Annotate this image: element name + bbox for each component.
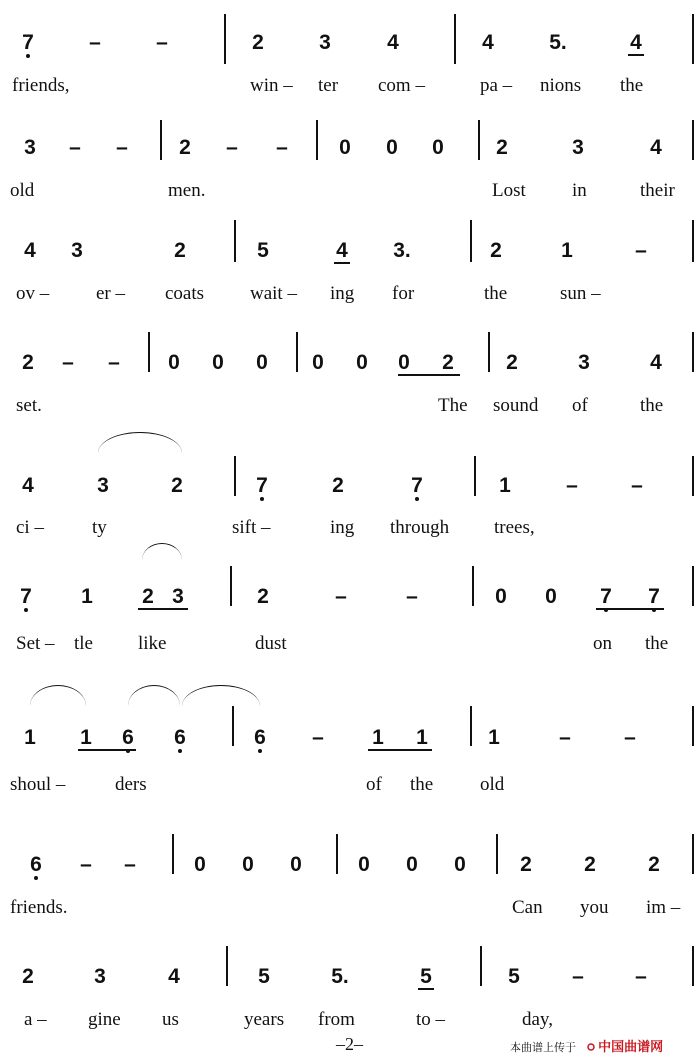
eighth-note-underline <box>368 749 432 751</box>
note: 0 <box>406 853 418 876</box>
barline <box>692 706 694 746</box>
lyric-word: Can <box>512 897 543 918</box>
lyric-word: the <box>640 395 664 416</box>
lyric-word: friends. <box>10 897 68 918</box>
lyric-word: The <box>438 395 468 416</box>
lyric-word: the <box>620 75 644 96</box>
dash-note: – <box>624 726 636 749</box>
barline <box>692 946 694 986</box>
dash-note: – <box>108 351 120 374</box>
lyric-word: ing <box>330 283 355 304</box>
lyric-word: in <box>572 180 587 201</box>
slur <box>182 685 260 706</box>
eighth-note-underline <box>334 262 350 264</box>
note: 4 <box>630 31 642 54</box>
barline <box>224 14 226 64</box>
eighth-note-underline <box>418 988 434 990</box>
low-octave-dot <box>260 497 264 501</box>
lyric-word: Set – <box>16 633 55 654</box>
note: 0 <box>312 351 324 374</box>
note: 4 <box>650 136 662 159</box>
lyric-word: coats <box>165 283 205 304</box>
note: 2 <box>506 351 518 374</box>
lyric-word: ing <box>330 517 355 538</box>
note: 3 <box>572 136 584 159</box>
dash-note: – <box>276 136 288 159</box>
barline <box>480 946 482 986</box>
barline <box>230 566 232 606</box>
barline <box>160 120 162 160</box>
lyric-word: years <box>244 1009 285 1030</box>
lyric-word: gine <box>88 1009 121 1030</box>
dash-note: – <box>89 31 101 54</box>
site-brand: 中国曲谱网 <box>598 1039 664 1054</box>
dash-note: – <box>559 726 571 749</box>
note: 0 <box>545 585 557 608</box>
barline <box>692 566 694 606</box>
lyric-word: men. <box>168 180 206 201</box>
page-number: –2– <box>336 1034 363 1054</box>
dash-note: – <box>124 853 136 876</box>
note: 7 <box>20 585 32 608</box>
note: 7 <box>411 474 423 497</box>
lyric-word: day, <box>522 1009 553 1030</box>
barline <box>226 946 228 986</box>
slur <box>98 432 182 453</box>
lyric-word: for <box>392 283 415 304</box>
lyric-word: win – <box>250 75 293 96</box>
low-octave-dot <box>258 749 262 753</box>
note: 3 <box>97 474 109 497</box>
dash-note: – <box>312 726 324 749</box>
note: 2 <box>584 853 596 876</box>
barline <box>472 566 474 606</box>
note: 2 <box>648 853 660 876</box>
low-octave-dot <box>24 608 28 612</box>
slur <box>128 685 180 706</box>
barline <box>234 456 236 496</box>
dash-note: – <box>116 136 128 159</box>
note: 4 <box>22 474 34 497</box>
barline <box>692 14 694 64</box>
note: 4 <box>482 31 494 54</box>
lyric-word: com – <box>378 75 425 96</box>
slur <box>142 543 182 560</box>
note: 1 <box>80 726 92 749</box>
lyric-word: of <box>366 774 382 795</box>
dash-note: – <box>406 585 418 608</box>
dash-note: – <box>566 474 578 497</box>
note: 1 <box>24 726 36 749</box>
note: 6 <box>122 726 134 749</box>
eighth-note-underline <box>78 749 136 751</box>
lyric-word: their <box>640 180 675 201</box>
note: 5 <box>508 965 520 988</box>
lyric-word: the <box>484 283 508 304</box>
lyric-word: ders <box>115 774 147 795</box>
dash-note: – <box>635 965 647 988</box>
lyric-word: set. <box>16 395 42 416</box>
note: 3 <box>94 965 106 988</box>
lyric-word: from <box>318 1009 355 1030</box>
barline <box>454 14 456 64</box>
barline <box>172 834 174 874</box>
barline <box>232 706 234 746</box>
note: 6 <box>254 726 266 749</box>
note: 2 <box>179 136 191 159</box>
upload-credit <box>510 1036 663 1056</box>
note: 0 <box>432 136 444 159</box>
lyric-word: sift – <box>232 517 271 538</box>
note: 5. <box>549 31 567 54</box>
slur <box>30 685 86 706</box>
barline <box>488 332 490 372</box>
note: 2 <box>22 965 34 988</box>
note: 2 <box>171 474 183 497</box>
note: 5 <box>420 965 432 988</box>
lyric-word: us <box>162 1009 179 1030</box>
note: 0 <box>356 351 368 374</box>
note: 0 <box>256 351 268 374</box>
lyric-word: wait – <box>250 283 297 304</box>
lyric-word: er – <box>96 283 126 304</box>
note: 4 <box>387 31 399 54</box>
note: 3 <box>319 31 331 54</box>
barline <box>234 220 236 262</box>
barline <box>336 834 338 874</box>
site-logo-icon <box>579 1041 595 1056</box>
low-octave-dot <box>34 876 38 880</box>
note: 5 <box>257 239 269 262</box>
low-octave-dot <box>178 749 182 753</box>
dash-note: – <box>635 239 647 262</box>
note: 1 <box>416 726 428 749</box>
note: 2 <box>142 585 154 608</box>
lyric-word: dust <box>255 633 287 654</box>
lyric-word: the <box>410 774 434 795</box>
lyric-word: nions <box>540 75 582 96</box>
barline <box>692 332 694 372</box>
lyric-word: pa – <box>480 75 513 96</box>
barline <box>470 706 472 746</box>
note: 1 <box>372 726 384 749</box>
barline <box>474 456 476 496</box>
note: 0 <box>454 853 466 876</box>
note: 2 <box>490 239 502 262</box>
lyric-word: sun – <box>560 283 601 304</box>
note: 0 <box>495 585 507 608</box>
barline <box>470 220 472 262</box>
note: 5 <box>258 965 270 988</box>
note: 0 <box>194 853 206 876</box>
eighth-note-underline <box>398 374 460 376</box>
dash-note: – <box>80 853 92 876</box>
lyric-word: ci – <box>16 517 44 538</box>
lyric-word: trees, <box>494 517 535 538</box>
low-octave-dot <box>26 54 30 58</box>
note: 0 <box>168 351 180 374</box>
barline <box>496 834 498 874</box>
barline <box>148 332 150 372</box>
note: 4 <box>650 351 662 374</box>
lyric-word: a – <box>24 1009 47 1030</box>
note: 3 <box>172 585 184 608</box>
note: 0 <box>212 351 224 374</box>
note: 0 <box>242 853 254 876</box>
lyric-word: Lost <box>492 180 526 201</box>
barline <box>692 456 694 496</box>
note: 2 <box>442 351 454 374</box>
note: 7 <box>22 31 34 54</box>
eighth-note-underline <box>596 608 664 610</box>
lyric-word: on <box>593 633 612 654</box>
lyric-word: old <box>10 180 35 201</box>
note: 5. <box>331 965 349 988</box>
barline <box>692 834 694 874</box>
note: 6 <box>30 853 42 876</box>
eighth-note-underline <box>138 608 188 610</box>
note: 3 <box>578 351 590 374</box>
note: 2 <box>496 136 508 159</box>
note: 3. <box>393 239 411 262</box>
note: 0 <box>290 853 302 876</box>
barline <box>296 332 298 372</box>
eighth-note-underline <box>628 54 644 56</box>
low-octave-dot <box>415 497 419 501</box>
note: 7 <box>648 585 660 608</box>
note: 1 <box>488 726 500 749</box>
lyric-word: through <box>390 517 450 538</box>
note: 3 <box>71 239 83 262</box>
dash-note: – <box>631 474 643 497</box>
lyric-word: old <box>480 774 505 795</box>
note: 6 <box>174 726 186 749</box>
note: 4 <box>336 239 348 262</box>
lyric-word: ty <box>92 517 107 538</box>
dash-note: – <box>572 965 584 988</box>
barline <box>692 120 694 160</box>
lyric-word: friends, <box>12 75 70 96</box>
lyric-word: ter <box>318 75 339 96</box>
dash-note: – <box>69 136 81 159</box>
dash-note: – <box>335 585 347 608</box>
note: 2 <box>22 351 34 374</box>
note: 2 <box>520 853 532 876</box>
note: 2 <box>257 585 269 608</box>
note: 7 <box>256 474 268 497</box>
note: 0 <box>358 853 370 876</box>
lyric-word: you <box>580 897 609 918</box>
note: 3 <box>24 136 36 159</box>
lyric-word: the <box>645 633 669 654</box>
lyric-word: of <box>572 395 588 416</box>
dash-note: – <box>156 31 168 54</box>
lyric-word: shoul – <box>10 774 66 795</box>
dash-note: – <box>226 136 238 159</box>
dash-note: – <box>62 351 74 374</box>
barline <box>316 120 318 160</box>
note: 1 <box>561 239 573 262</box>
lyric-word: tle <box>74 633 93 654</box>
note: 4 <box>168 965 180 988</box>
lyric-word: to – <box>416 1009 446 1030</box>
note: 0 <box>386 136 398 159</box>
note: 0 <box>339 136 351 159</box>
lyric-word: im – <box>646 897 681 918</box>
note: 1 <box>81 585 93 608</box>
barline <box>478 120 480 160</box>
note: 0 <box>398 351 410 374</box>
note: 2 <box>174 239 186 262</box>
lyric-word: like <box>138 633 167 654</box>
note: 2 <box>252 31 264 54</box>
note: 2 <box>332 474 344 497</box>
note: 4 <box>24 239 36 262</box>
barline <box>692 220 694 262</box>
lyric-word: sound <box>493 395 539 416</box>
note: 7 <box>600 585 612 608</box>
note: 1 <box>499 474 511 497</box>
credit-text: 本曲谱上传于 <box>510 1042 576 1054</box>
lyric-word: ov – <box>16 283 50 304</box>
